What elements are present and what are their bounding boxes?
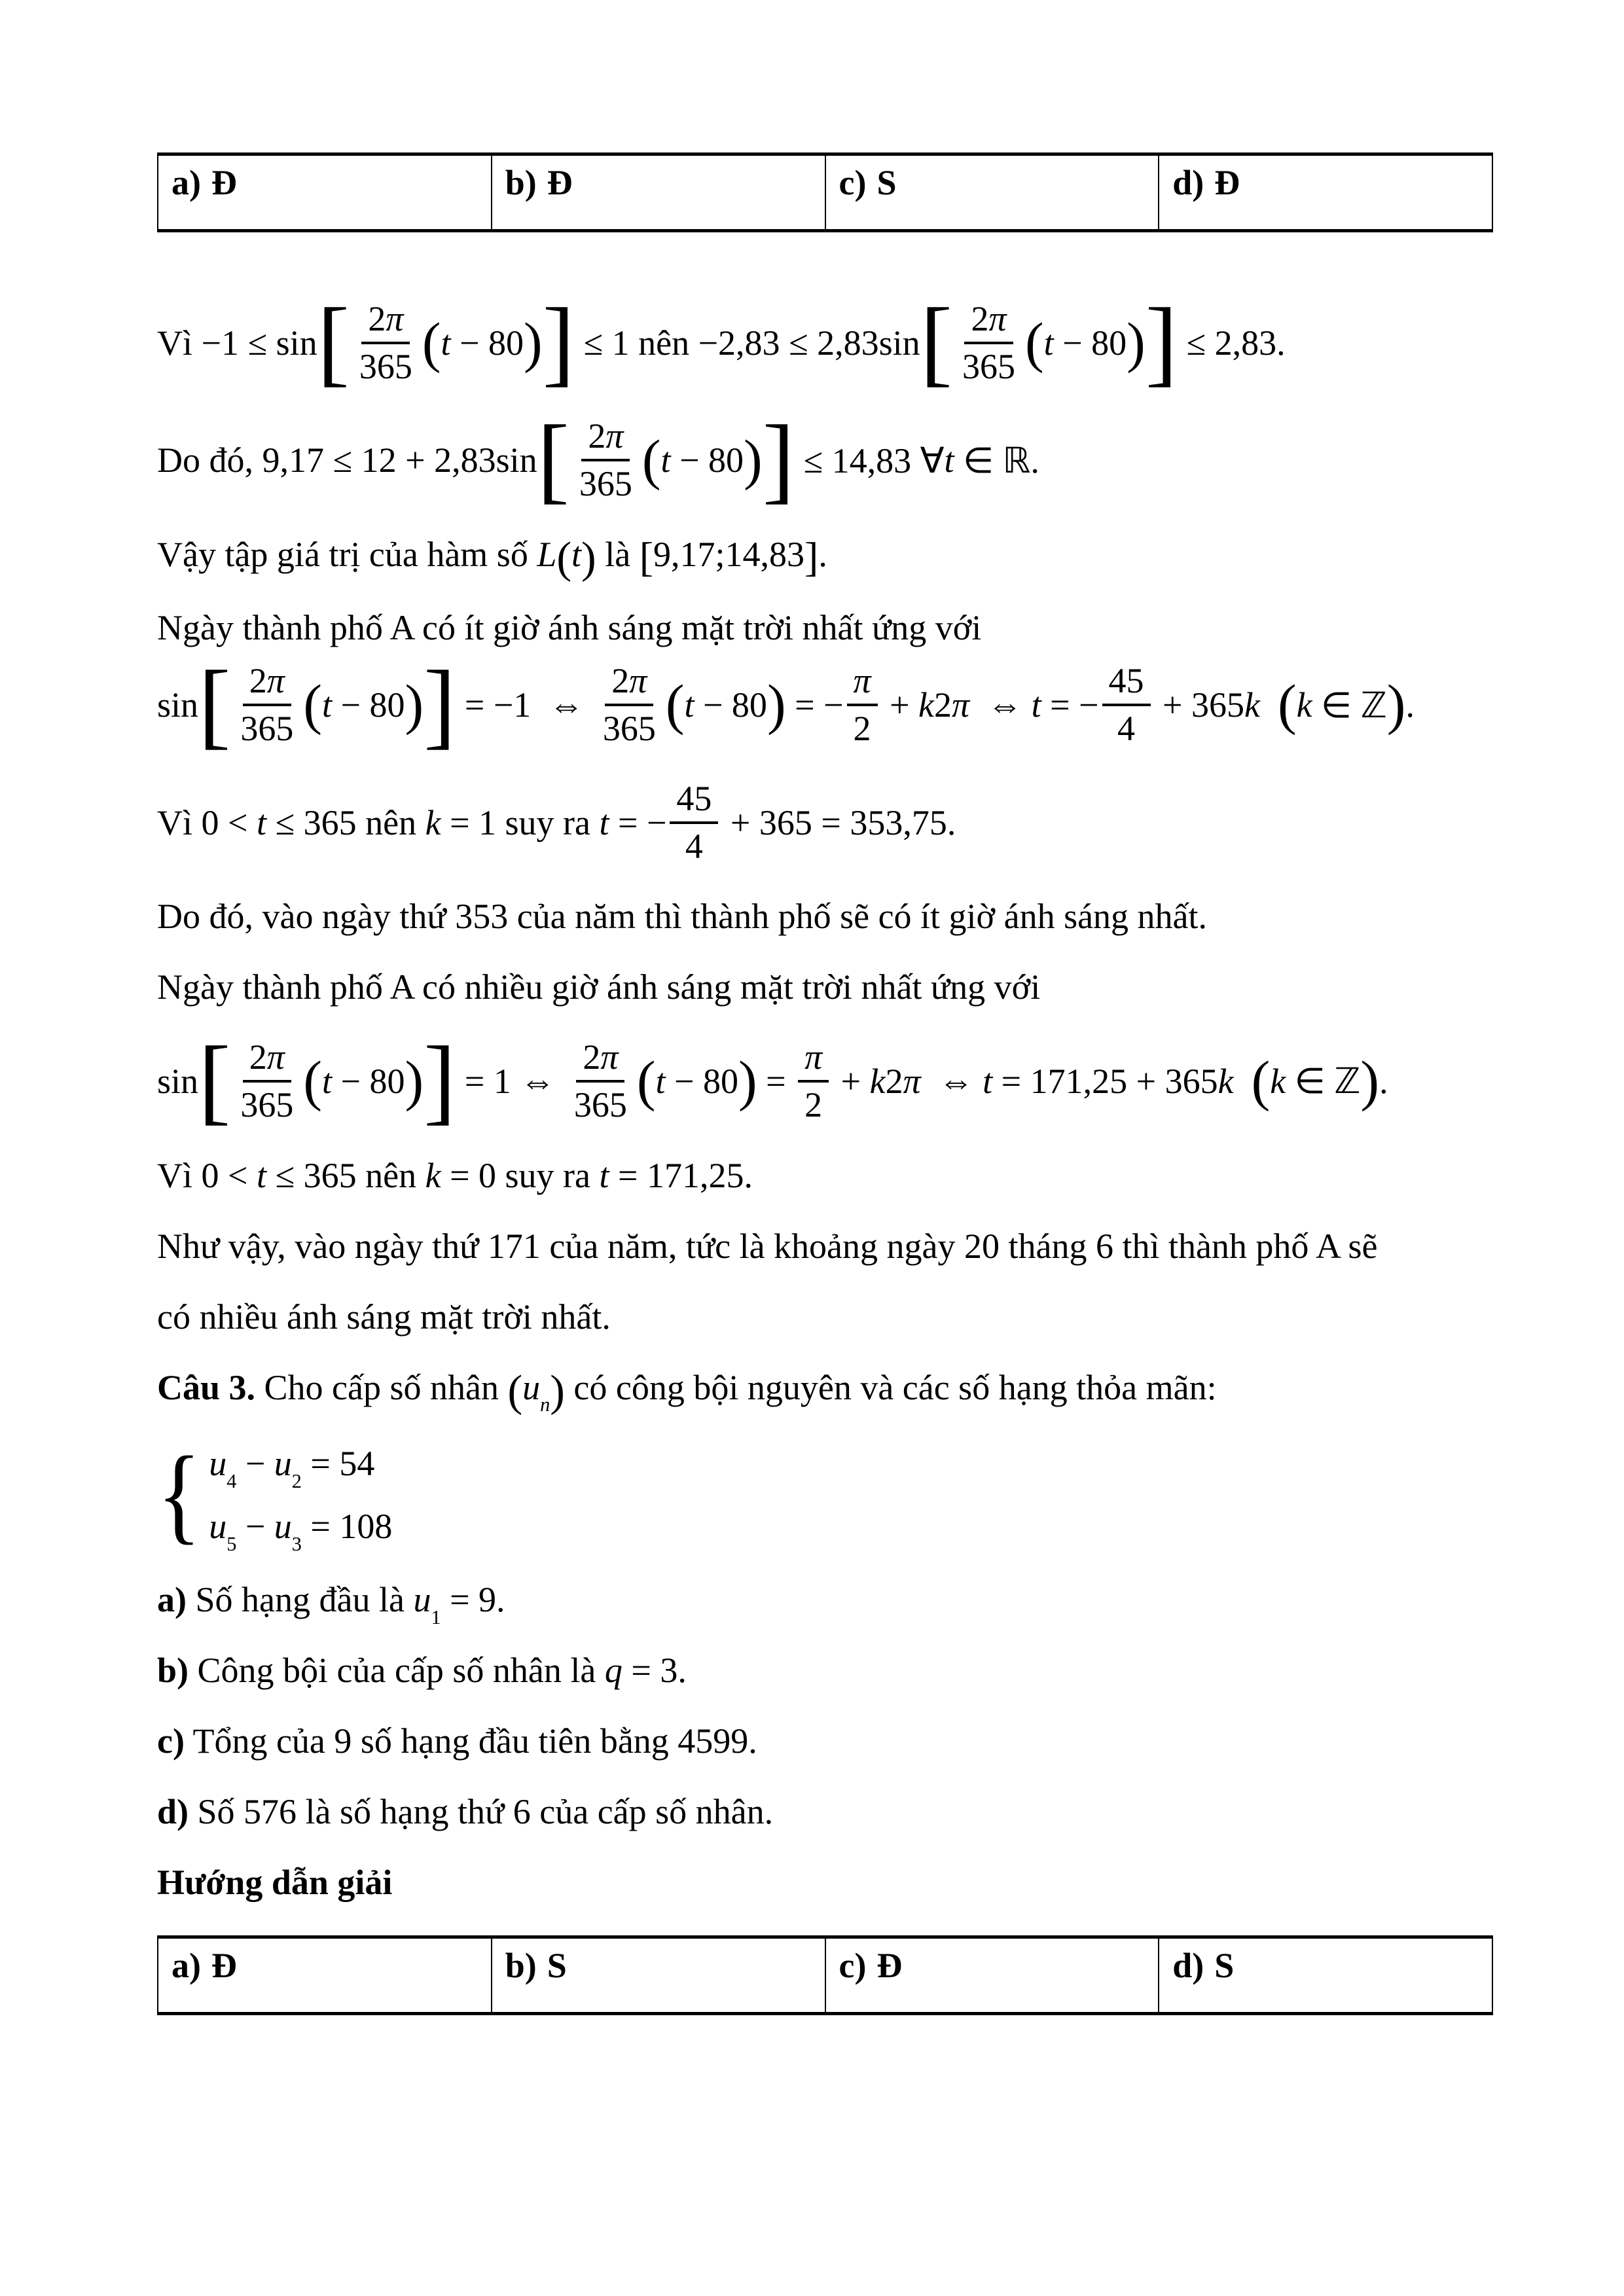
answer-label: d) [1172,1946,1204,1986]
math-variable: t [321,685,332,725]
paren: ) [581,532,596,583]
fraction [353,299,419,386]
math-variable: k [1270,1061,1286,1101]
fraction-denominator: 365 [240,709,294,749]
paragraph [157,1155,1493,1196]
text-run: − 80 [331,685,405,725]
subscripted-variable [413,1580,441,1628]
answer-cell-b [492,1937,825,2014]
answer-value: Đ [211,163,237,202]
answer-value: S [547,1946,567,1986]
subscript: 2 [291,1469,302,1492]
math-variable: u [413,1580,431,1620]
math-variable: t [256,1155,266,1195]
text-run: sin [157,1061,199,1101]
subscript: 4 [226,1469,237,1492]
text-run: Do đó, vào ngày thứ 353 của năm thì thành phố sẽ có ít giờ ánh sáng nhất. [157,897,1208,937]
math-variable: t [1031,685,1041,725]
math-symbol: π [386,299,404,338]
math-variable: π [952,685,970,725]
fraction [670,779,718,866]
paren: ( [556,532,572,583]
right-paren: ) [1127,310,1146,374]
fraction [798,1037,829,1124]
paragraph [157,1579,1493,1628]
math-variable: L [537,534,557,574]
answer-table-row [158,1937,1492,2014]
text-run: − 80 [694,685,767,725]
math-symbol: π [600,1037,619,1077]
subscript: 1 [431,1605,441,1628]
left-bracket: [ [317,289,350,397]
text-run: ≤ 365 nên [266,1155,425,1195]
text-run [1260,685,1278,725]
bold-text-run: c) [157,1721,185,1761]
text-run: − 80 [450,323,524,363]
bracket: [ [639,533,653,581]
left-paren: ( [1024,310,1044,374]
paragraph [157,1721,1493,1761]
right-paren: ) [767,673,786,736]
text-run: ≤ 365 nên [266,802,425,842]
text-run: . [1405,685,1415,725]
answer-cell-d [1159,1937,1492,2014]
display-formula [157,1027,1493,1135]
math-variable: t [1043,323,1054,363]
right-paren: ) [1386,673,1406,736]
text-run: 2 [934,685,952,725]
left-paren: ( [422,310,441,374]
bold-text-run: a) [157,1580,187,1620]
answer-value: Đ [211,1946,237,1986]
answer-label: a) [171,163,201,202]
answer-label: c) [839,1946,867,1986]
equation [209,1503,393,1555]
fraction-denominator: 365 [962,346,1015,386]
text-run: = − [785,685,844,725]
paragraph [157,1365,1493,1416]
fraction-denominator: 365 [359,346,412,386]
fraction-denominator: 365 [579,464,632,504]
fraction-denominator: 365 [602,709,656,749]
text-run: 9,17;14,83 [653,534,805,574]
right-bracket: ] [542,289,575,397]
math-variable: t [655,1061,666,1101]
subscript: n [540,1393,550,1416]
math-variable: k [425,1155,441,1195]
fraction [847,661,878,748]
text-run: có nhiều ánh sáng mặt trời nhất. [157,1297,611,1336]
text-run: 2 [885,1061,903,1101]
fraction-denominator: 4 [1117,709,1135,749]
math-symbol: π [853,661,871,701]
math-variable: u [274,1444,292,1484]
text-run: = 171,25 + 365 [992,1061,1218,1101]
fraction [1102,661,1151,748]
text-run: . [818,534,827,574]
math-variable: k [425,802,441,842]
fraction-numerator: 2π [576,1037,624,1083]
text-run: ∈ ℤ [1312,685,1387,725]
answer-label: b) [505,1946,537,1986]
subscripted-variable [274,1444,302,1492]
math-symbol: π [266,1037,285,1077]
left-paren: ( [303,1049,322,1113]
math-variable: t [944,440,954,480]
right-paren: ) [738,1049,757,1113]
text-run: Công bội của cấp số nhân là [189,1651,605,1691]
paragraph [157,1791,1493,1832]
fraction-numerator: 2π [243,661,291,706]
fraction-numerator: 2π [605,661,653,706]
text-run: − [236,1507,274,1547]
bracket: ] [804,533,819,581]
paragraph [157,1297,1493,1337]
right-bracket: ] [424,1027,456,1135]
text-run: có công bội nguyên và các số hạng thỏa mãn: [564,1367,1217,1407]
bold-text-run: b) [157,1651,189,1691]
math-symbol: π [266,661,285,701]
left-bracket: [ [920,289,952,397]
fraction-numerator: 2π [964,299,1013,344]
text-run: Vì 0 < [157,802,257,842]
fraction-numerator [847,661,878,706]
text-run: − 80 [665,1061,738,1101]
fraction [956,299,1022,386]
math-symbol: π [988,299,1007,338]
math-variable: t [256,802,266,842]
right-bracket: ] [1145,289,1178,397]
paragraph [157,607,1493,648]
math-variable: t [571,534,582,574]
text-run: = 1 suy ra [441,802,600,842]
math-variable: t [599,1155,609,1195]
left-paren: ( [641,428,661,492]
answer-value: Đ [876,1946,903,1986]
equation-system [157,1435,1493,1555]
answer-cell-c [825,154,1159,231]
text-run: Tổng của 9 số hạng đầu tiên bằng 4599. [184,1721,757,1761]
display-formula [157,779,1493,866]
text-run: + 365 = 353,75. [721,802,956,842]
text-run: = 0 suy ra [441,1155,600,1195]
text-run: − [236,1444,274,1484]
fraction-denominator: 2 [804,1085,823,1124]
answer-label: d) [1172,163,1204,202]
fraction-denominator: 2 [853,709,871,749]
text-run: Ngày thành phố A có nhiều giờ ánh sáng mặt trời nhất ứng với [157,967,1041,1007]
answer-label: b) [505,163,537,202]
subscript: 5 [226,1532,237,1555]
fraction-numerator: 45 [1102,661,1151,706]
fraction-numerator [798,1037,829,1083]
math-variable: k [918,685,934,725]
text-run: = 54 [301,1444,375,1484]
bold-text-run: Câu 3. [157,1367,256,1407]
answer-value: Đ [1214,163,1240,202]
right-bracket: ] [424,651,456,759]
answer-table-row [158,154,1492,231]
answer-cell-c [825,1937,1159,2014]
left-paren: ( [665,673,685,736]
text-run: = 108 [301,1507,393,1547]
answer-cell-d [1159,154,1492,231]
bold-text-run: Hướng dẫn giải [157,1863,393,1903]
display-formula [157,406,1493,514]
math-symbol: π [804,1037,823,1077]
text-run: ⇔ [920,1061,983,1101]
answer-cell-b [492,154,825,231]
left-bracket: [ [198,651,231,759]
math-variable: t [321,1061,332,1101]
answer-value: Đ [547,163,573,202]
system-brace: { [157,1435,202,1555]
answer-table-bottom [157,1935,1493,2015]
left-paren: ( [1277,673,1297,736]
text-run: = −1 ⇔ [456,685,593,725]
equation [209,1441,392,1492]
math-symbol: π [605,416,624,456]
answer-label: c) [839,163,867,202]
math-variable: u [274,1507,292,1547]
math-symbol: π [629,661,647,701]
fraction-denominator: 365 [573,1085,627,1124]
answer-cell-a [158,154,492,231]
text-run: = 171,25. [609,1155,753,1195]
text-run: Vậy tập giá trị của hàm số [157,534,537,574]
text-run: ≤ 2,83. [1178,323,1286,363]
math-variable: u [522,1367,541,1407]
answer-table-top [157,152,1493,232]
right-bracket: ] [762,406,795,514]
math-variable: u [209,1444,227,1484]
fraction-denominator: 4 [685,826,703,866]
answer-value: S [876,163,897,202]
text-run: Như vậy, vào ngày thứ 171 của năm, tức là khoảng ngày 20 tháng 6 thì thành phố A sẽ [157,1226,1378,1266]
right-paren: ) [744,428,763,492]
text-run: − 80 [331,1061,405,1101]
text-run: = [757,1061,795,1101]
fraction [234,1037,300,1124]
left-paren: ( [636,1049,656,1113]
right-paren: ) [1360,1049,1380,1113]
math-variable: t [441,323,451,363]
display-formula [157,651,1493,759]
math-variable: t [660,440,671,480]
fraction-numerator: 2π [361,299,410,344]
text-run: + [832,1061,870,1101]
right-paren: ) [405,673,424,736]
text-run: ≤ 14,83 ∀ [794,440,945,480]
subscripted-variable [209,1507,237,1555]
text-run: . [1379,1061,1388,1101]
text-run: Cho cấp số nhân [255,1367,508,1407]
document-body [157,289,1493,1903]
fraction [234,661,300,748]
text-run: Số hạng đầu là [186,1580,414,1620]
math-variable: t [599,802,609,842]
text-run: + [880,685,919,725]
fraction-numerator: 2π [581,416,630,461]
subscripted-variable [209,1444,237,1492]
text-run: = 1 ⇔ [456,1061,564,1101]
text-run: ∈ ℤ [1286,1062,1361,1102]
math-variable: k [1296,685,1312,725]
text-run [1234,1061,1252,1102]
math-variable: u [209,1507,227,1547]
text-run: − 80 [670,440,744,480]
display-formula [157,289,1493,397]
paragraph [157,532,1493,583]
text-run: = 9. [441,1580,505,1620]
text-run: = − [1041,685,1099,725]
fraction [573,416,639,503]
text-run: − 80 [1053,323,1127,363]
paragraph [157,1226,1493,1266]
text-run: ∈ ℝ. [954,440,1039,480]
fraction [596,661,662,748]
fraction-numerator: 45 [670,779,718,824]
paragraph [157,967,1493,1007]
paragraph [157,1650,1493,1691]
text-run: Vì −1 ≤ sin [157,323,317,363]
left-paren: ( [1251,1049,1271,1113]
math-variable: k [1218,1061,1234,1101]
system-equations [209,1441,393,1555]
math-variable: t [684,685,695,725]
math-variable: π [903,1061,921,1101]
text-run: Số 576 là số hạng thứ 6 của cấp số nhân. [189,1792,774,1832]
text-run: Ngày thành phố A có ít giờ ánh sáng mặt trời nhất ứng với [157,608,982,648]
text-run: là [596,534,640,574]
math-variable: t [983,1061,993,1101]
bold-text-run: d) [157,1792,189,1832]
right-paren: ) [405,1049,424,1113]
text-run: Do đó, 9,17 ≤ 12 + 2,83sin [157,440,537,480]
section-heading [157,1862,1493,1903]
fraction-numerator: 2π [243,1037,291,1083]
left-bracket: [ [537,406,569,514]
math-variable: k [1244,685,1260,725]
right-paren: ) [524,310,543,374]
text-run: ⇔ [969,685,1032,725]
text-run: = − [609,802,667,842]
answer-cell-a [158,1937,492,2014]
paren: ) [550,1365,565,1416]
math-variable: q [604,1651,623,1691]
math-variable: k [869,1061,886,1101]
text-run: + 365 [1153,685,1244,725]
answer-value: S [1214,1946,1235,1986]
answer-label: a) [171,1946,201,1986]
text-run: sin [157,685,199,725]
left-paren: ( [303,673,322,736]
paragraph [157,896,1493,937]
left-bracket: [ [198,1027,231,1135]
text-run: Vì 0 < [157,1155,257,1195]
text-run: ≤ 1 nên −2,83 ≤ 2,83sin [574,323,920,363]
subscripted-variable [274,1507,302,1555]
subscript: 3 [291,1532,302,1555]
subscripted-variable [522,1367,550,1416]
fraction-denominator: 365 [240,1085,294,1124]
text-run: = 3. [622,1651,687,1691]
paren: ( [507,1365,523,1416]
fraction [568,1037,634,1124]
